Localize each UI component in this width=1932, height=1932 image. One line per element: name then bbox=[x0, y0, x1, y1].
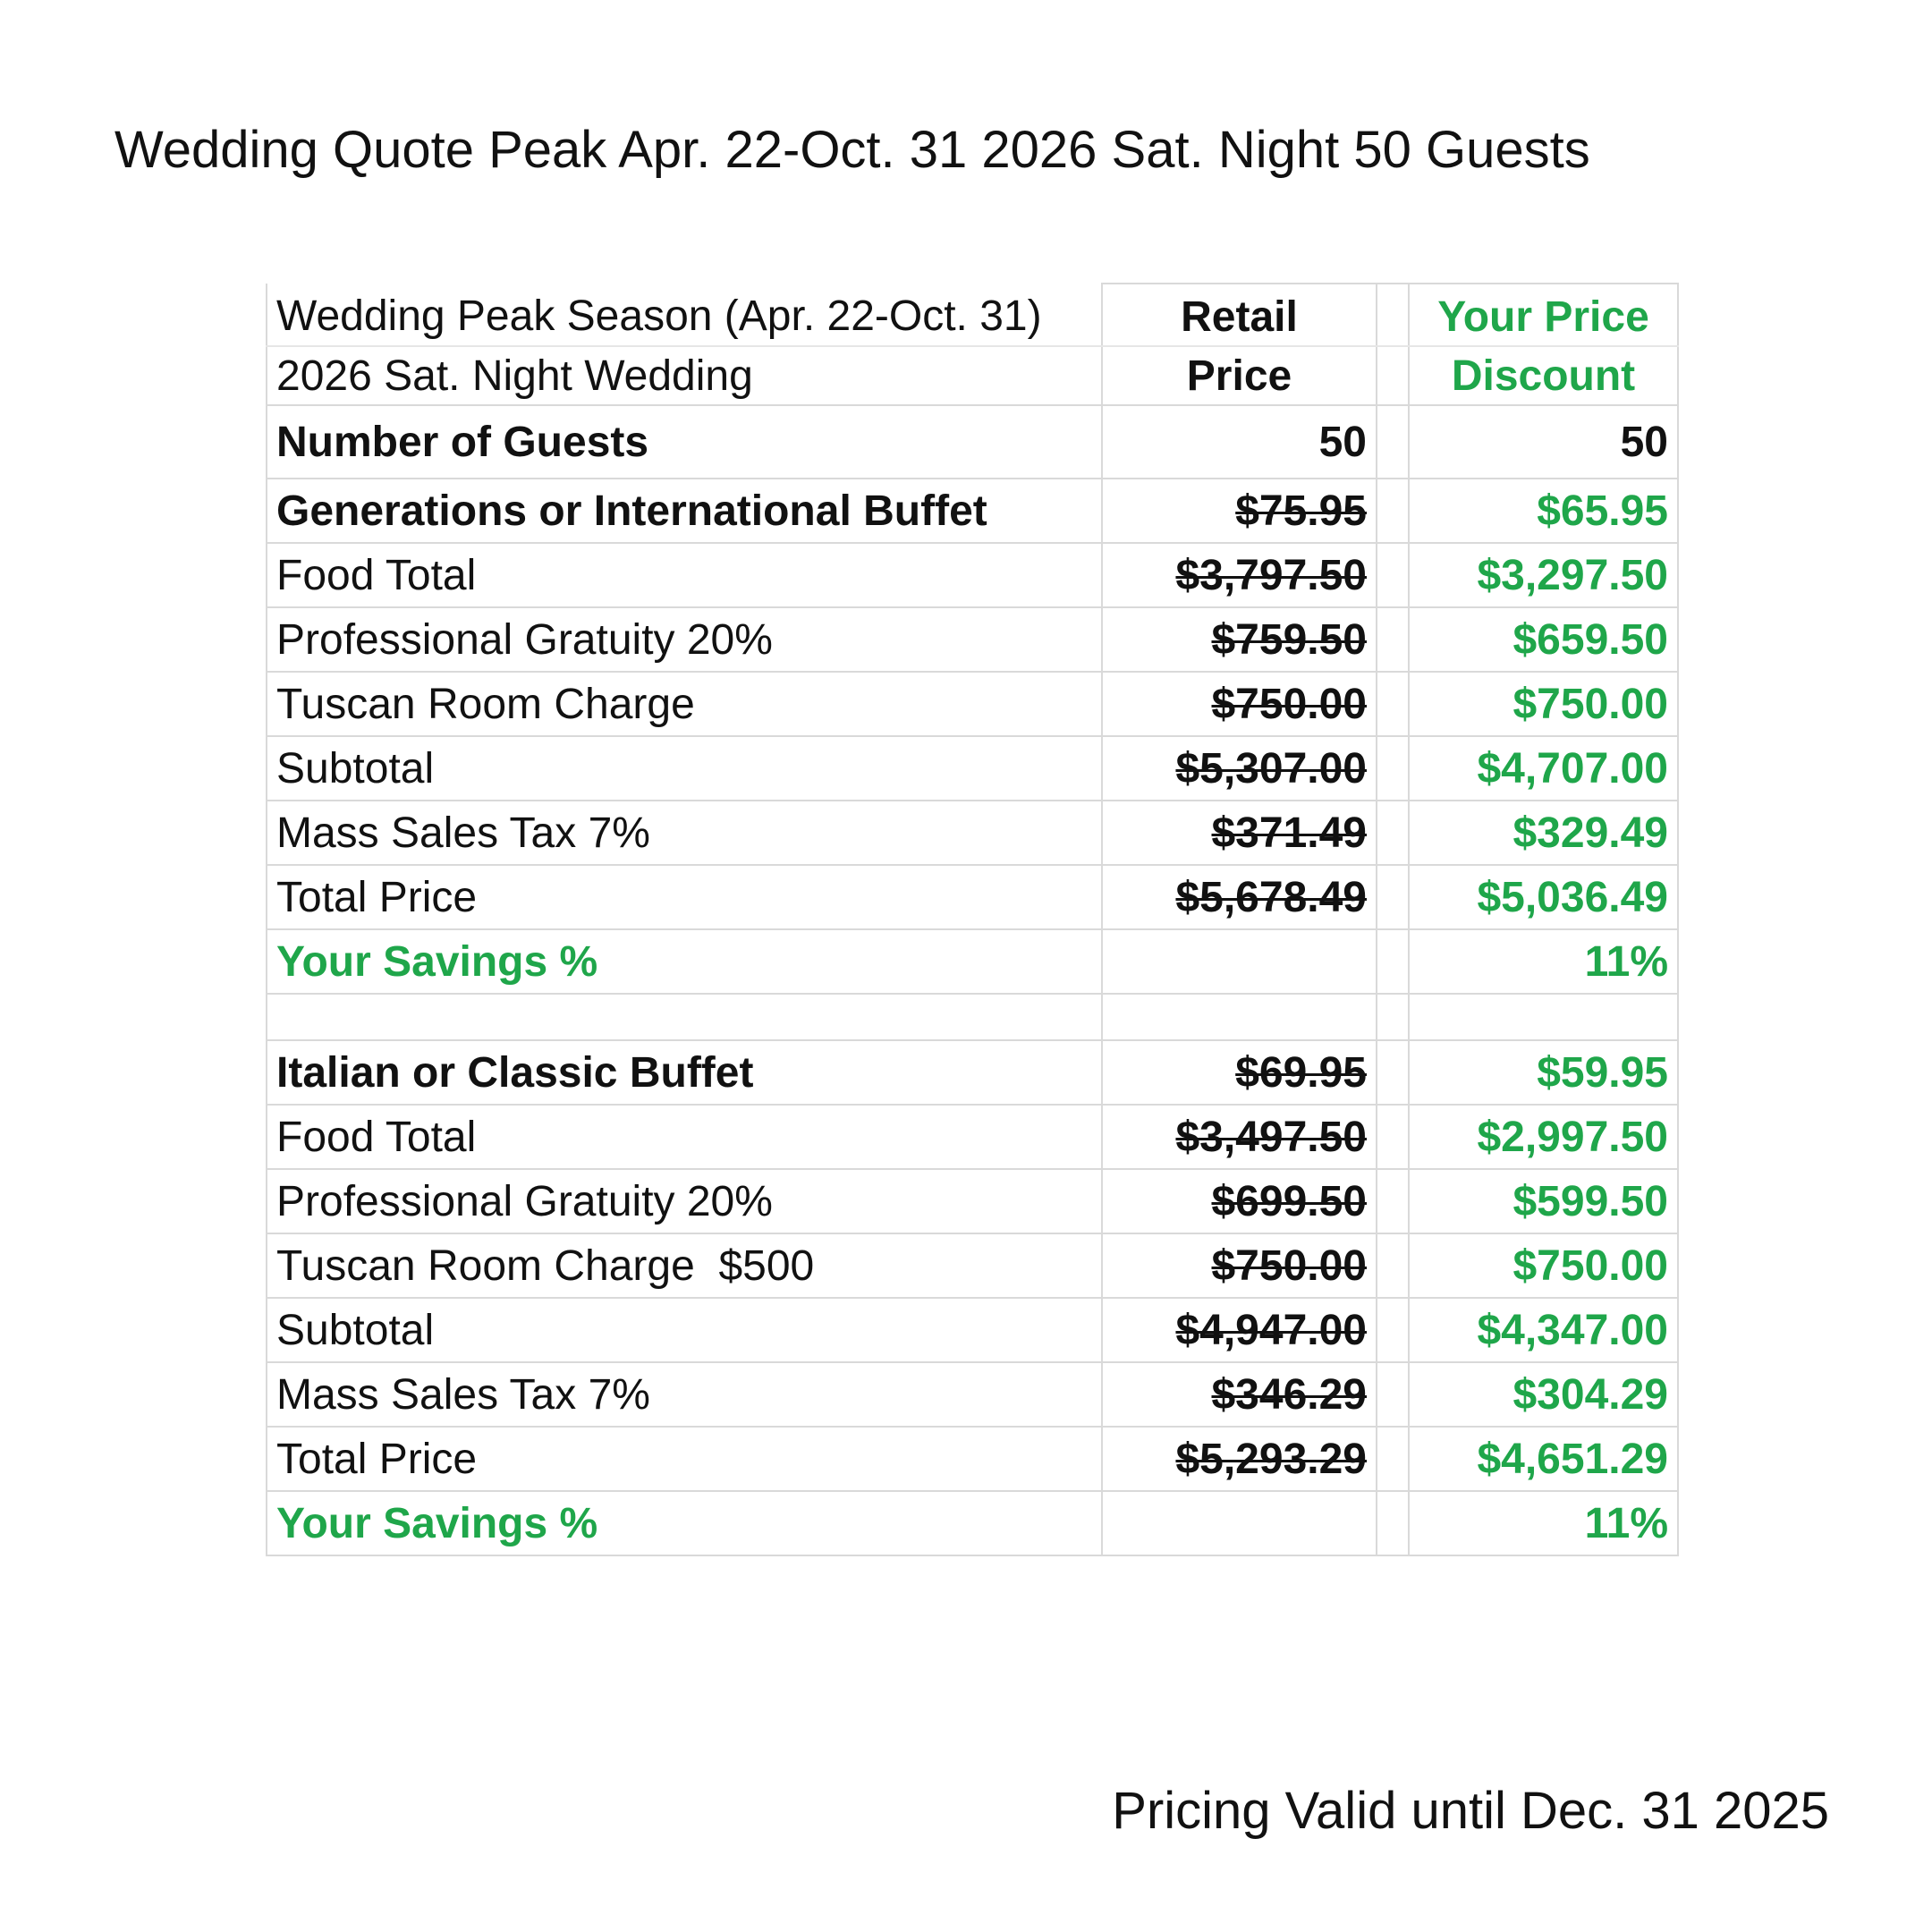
retail-price: $69.95 bbox=[1102, 1040, 1377, 1105]
gap-cell bbox=[1377, 672, 1409, 736]
savings-label: Your Savings % bbox=[267, 1491, 1102, 1555]
guests-label: Number of Guests bbox=[267, 405, 1102, 479]
row-label: Italian or Classic Buffet bbox=[267, 1040, 1102, 1105]
empty-cell bbox=[1102, 994, 1377, 1040]
header-row-2 bbox=[267, 346, 1678, 405]
gap-cell bbox=[1377, 543, 1409, 607]
retail-price: $750.00 bbox=[1102, 1233, 1377, 1298]
empty-cell bbox=[267, 994, 1102, 1040]
your-price: $750.00 bbox=[1409, 672, 1678, 736]
table-row bbox=[267, 1040, 1678, 1105]
gap-cell bbox=[1377, 865, 1409, 929]
savings-value: 11% bbox=[1409, 929, 1678, 994]
header-label-line2: 2026 Sat. Night Wedding bbox=[267, 346, 1102, 405]
gap-cell bbox=[1377, 801, 1409, 865]
table-row bbox=[267, 1362, 1678, 1427]
your-price: $329.49 bbox=[1409, 801, 1678, 865]
row-label: Mass Sales Tax 7% bbox=[267, 801, 1102, 865]
your-price: $5,036.49 bbox=[1409, 865, 1678, 929]
gap-cell bbox=[1377, 929, 1409, 994]
guests-yours: 50 bbox=[1409, 405, 1678, 479]
gap-cell bbox=[1377, 1105, 1409, 1169]
your-price: $2,997.50 bbox=[1409, 1105, 1678, 1169]
guests-row bbox=[267, 405, 1678, 479]
row-label: Food Total bbox=[267, 543, 1102, 607]
table-row bbox=[267, 543, 1678, 607]
your-price: $750.00 bbox=[1409, 1233, 1678, 1298]
table-row bbox=[267, 801, 1678, 865]
row-label: Tuscan Room Charge bbox=[267, 672, 1102, 736]
your-price: $3,297.50 bbox=[1409, 543, 1678, 607]
gap-cell bbox=[1377, 994, 1409, 1040]
table-row bbox=[267, 736, 1678, 801]
row-label: Tuscan Room Charge $500 bbox=[267, 1233, 1102, 1298]
table-row bbox=[267, 1427, 1678, 1491]
retail-price: $5,678.49 bbox=[1102, 865, 1377, 929]
your-price: $659.50 bbox=[1409, 607, 1678, 672]
header-retail-line1: Retail bbox=[1102, 284, 1377, 346]
table-row bbox=[267, 1105, 1678, 1169]
savings-label: Your Savings % bbox=[267, 929, 1102, 994]
quote-table bbox=[266, 283, 1679, 1556]
header-row-1 bbox=[267, 284, 1678, 346]
retail-price: $750.00 bbox=[1102, 672, 1377, 736]
retail-price: $75.95 bbox=[1102, 479, 1377, 543]
retail-price: $5,293.29 bbox=[1102, 1427, 1377, 1491]
spacer-row bbox=[267, 994, 1678, 1040]
table-row bbox=[267, 1169, 1678, 1233]
savings-row bbox=[267, 929, 1678, 994]
row-label: Total Price bbox=[267, 865, 1102, 929]
header-yours-line2: Discount bbox=[1409, 346, 1678, 405]
table-row bbox=[267, 672, 1678, 736]
header-label-line1: Wedding Peak Season (Apr. 22-Oct. 31) bbox=[267, 284, 1102, 346]
your-price: $4,347.00 bbox=[1409, 1298, 1678, 1362]
retail-price: $346.29 bbox=[1102, 1362, 1377, 1427]
retail-price: $5,307.00 bbox=[1102, 736, 1377, 801]
gap-cell bbox=[1377, 1427, 1409, 1491]
savings-value: 11% bbox=[1409, 1491, 1678, 1555]
guests-retail: 50 bbox=[1102, 405, 1377, 479]
row-label: Generations or International Buffet bbox=[267, 479, 1102, 543]
retail-price: $3,797.50 bbox=[1102, 543, 1377, 607]
retail-price: $4,947.00 bbox=[1102, 1298, 1377, 1362]
your-price: $599.50 bbox=[1409, 1169, 1678, 1233]
table-row bbox=[267, 479, 1678, 543]
your-price: $304.29 bbox=[1409, 1362, 1678, 1427]
row-label: Mass Sales Tax 7% bbox=[267, 1362, 1102, 1427]
savings-row bbox=[267, 1491, 1678, 1555]
your-price: $4,651.29 bbox=[1409, 1427, 1678, 1491]
gap-cell bbox=[1377, 1298, 1409, 1362]
gap-cell bbox=[1377, 1233, 1409, 1298]
your-price: $65.95 bbox=[1409, 479, 1678, 543]
pricing-validity-note: Pricing Valid until Dec. 31 2025 bbox=[1112, 1782, 1829, 1840]
page-title: Wedding Quote Peak Apr. 22-Oct. 31 2026 Sat. Night 50 Guests bbox=[114, 121, 1590, 179]
retail-price: $759.50 bbox=[1102, 607, 1377, 672]
your-price: $4,707.00 bbox=[1409, 736, 1678, 801]
gap-cell bbox=[1377, 1362, 1409, 1427]
gap-cell bbox=[1377, 405, 1409, 479]
table-row bbox=[267, 865, 1678, 929]
row-label: Professional Gratuity 20% bbox=[267, 1169, 1102, 1233]
retail-price: $3,497.50 bbox=[1102, 1105, 1377, 1169]
gap-cell bbox=[1377, 346, 1409, 405]
row-label: Professional Gratuity 20% bbox=[267, 607, 1102, 672]
table-row bbox=[267, 1233, 1678, 1298]
retail-price: $699.50 bbox=[1102, 1169, 1377, 1233]
gap-cell bbox=[1377, 1040, 1409, 1105]
gap-cell bbox=[1377, 284, 1409, 346]
gap-cell bbox=[1377, 1491, 1409, 1555]
row-label: Food Total bbox=[267, 1105, 1102, 1169]
header-yours-line1: Your Price bbox=[1409, 284, 1678, 346]
row-label: Subtotal bbox=[267, 736, 1102, 801]
gap-cell bbox=[1377, 607, 1409, 672]
header-retail-line2: Price bbox=[1102, 346, 1377, 405]
retail-price: $371.49 bbox=[1102, 801, 1377, 865]
table-row bbox=[267, 607, 1678, 672]
table-row bbox=[267, 1298, 1678, 1362]
gap-cell bbox=[1377, 736, 1409, 801]
empty-cell bbox=[1409, 994, 1678, 1040]
row-label: Total Price bbox=[267, 1427, 1102, 1491]
row-label: Subtotal bbox=[267, 1298, 1102, 1362]
empty-cell bbox=[1102, 1491, 1377, 1555]
gap-cell bbox=[1377, 1169, 1409, 1233]
gap-cell bbox=[1377, 479, 1409, 543]
empty-cell bbox=[1102, 929, 1377, 994]
your-price: $59.95 bbox=[1409, 1040, 1678, 1105]
